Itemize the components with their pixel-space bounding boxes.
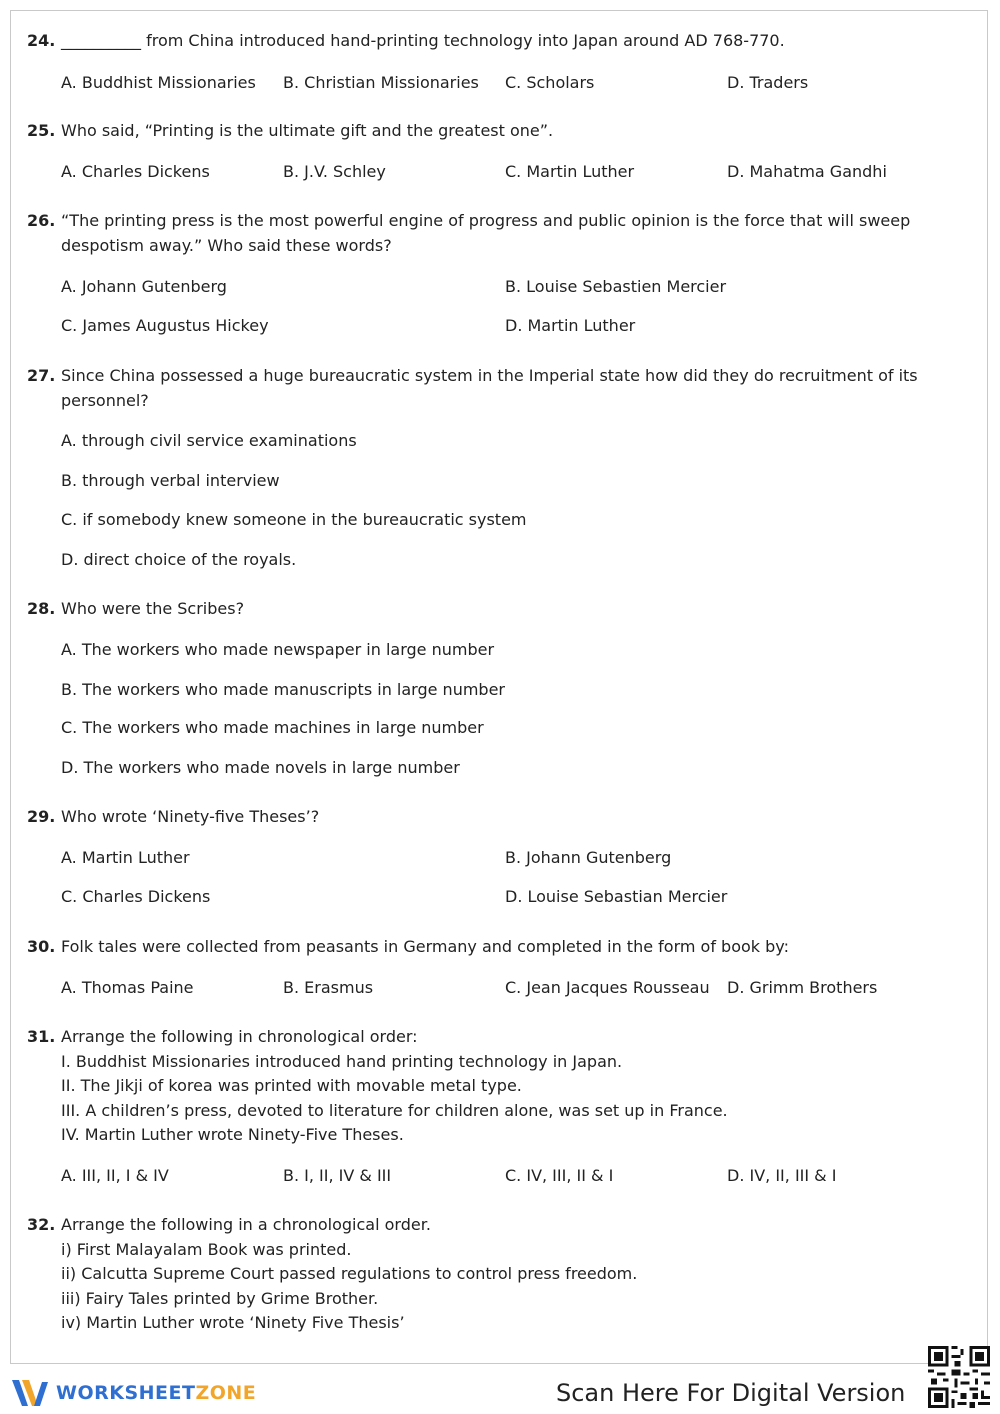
statement-line: I. Buddhist Missionaries introduced hand printing technology in Japan. xyxy=(61,1051,623,1071)
worksheetzone-logo-icon xyxy=(10,1376,50,1410)
option-d[interactable]: D. Grimm Brothers xyxy=(727,978,878,997)
option-b[interactable]: B. Erasmus xyxy=(283,978,374,997)
option-c[interactable]: C. Martin Luther xyxy=(505,162,635,181)
option-c[interactable]: C. Charles Dickens xyxy=(61,887,211,906)
logo-text-worksheet: WORKSHEET xyxy=(56,1382,196,1404)
statement-line: II. The Jikji of korea was printed with movable metal type. xyxy=(61,1076,522,1095)
option-d[interactable]: D. direct choice of the royals. xyxy=(61,550,297,569)
statement-line: iv) Martin Luther wrote ‘Ninety Five Thesis’ xyxy=(61,1313,405,1332)
question-31 xyxy=(27,1025,927,1148)
option-a[interactable]: A. Buddhist Missionaries xyxy=(61,73,256,92)
qr-code-icon[interactable] xyxy=(928,1346,990,1408)
question-stem: __________ from China introduced hand-printing technology into Japan around AD 768-770. xyxy=(61,31,785,50)
question-number: 24. xyxy=(27,31,56,50)
question-stem: Arrange the following in chronological order: xyxy=(61,1027,418,1046)
option-c[interactable]: C. The workers who made machines in large number xyxy=(61,718,484,737)
question-30 xyxy=(27,935,927,960)
question-stem: Since China possessed a huge bureaucratic system in the Imperial state how did they do recruitment of its personnel? xyxy=(61,366,918,410)
option-c[interactable]: C. James Augustus Hickey xyxy=(61,316,269,335)
question-number: 32. xyxy=(27,1215,56,1234)
option-b[interactable]: B. The workers who made manuscripts in large number xyxy=(61,680,505,699)
option-d[interactable]: D. IV, II, III & I xyxy=(727,1166,837,1185)
statement-line: iii) Fairy Tales printed by Grime Brother. xyxy=(61,1288,379,1308)
question-29 xyxy=(27,805,927,830)
option-b[interactable]: B. through verbal interview xyxy=(61,471,280,490)
question-stem: Folk tales were collected from peasants in Germany and completed in the form of book by: xyxy=(61,937,789,956)
statement-line: III. A children’s press, devoted to literature for children alone, was set up in France. xyxy=(61,1100,728,1120)
option-b[interactable]: B. J.V. Schley xyxy=(283,162,386,181)
question-stem: Who wrote ‘Ninety-five Theses’? xyxy=(61,807,320,826)
question-number: 26. xyxy=(27,211,56,230)
question-32 xyxy=(27,1213,927,1336)
option-c[interactable]: C. Scholars xyxy=(505,73,595,92)
question-stem: “The printing press is the most powerful engine of progress and public opinion is the force that will sweep despotism away.” Who said these words? xyxy=(61,211,911,255)
option-b[interactable]: B. Christian Missionaries xyxy=(283,73,479,92)
question-number: 31. xyxy=(27,1027,56,1046)
question-stem: Who were the Scribes? xyxy=(61,599,245,618)
option-d[interactable]: D. Martin Luther xyxy=(505,316,636,335)
statement-line: i) First Malayalam Book was printed. xyxy=(61,1239,352,1259)
statement-line: ii) Calcutta Supreme Court passed regulations to control press freedom. xyxy=(61,1264,638,1283)
question-stem: Who said, “Printing is the ultimate gift and the greatest one”. xyxy=(61,121,554,140)
option-c[interactable]: C. Jean Jacques Rousseau xyxy=(505,978,710,997)
option-b[interactable]: B. Johann Gutenberg xyxy=(505,848,672,867)
question-number: 28. xyxy=(27,599,56,618)
option-c[interactable]: C. IV, III, II & I xyxy=(505,1166,614,1185)
worksheetzone-logo[interactable] xyxy=(10,1376,256,1410)
option-d[interactable]: D. Mahatma Gandhi xyxy=(727,162,887,181)
worksheet-page xyxy=(10,10,988,1364)
option-d[interactable]: D. The workers who made novels in large number xyxy=(61,758,460,777)
option-b[interactable]: B. Louise Sebastien Mercier xyxy=(505,277,727,296)
question-25 xyxy=(27,119,927,144)
question-26 xyxy=(27,209,927,258)
option-c[interactable]: C. if somebody knew someone in the bureaucratic system xyxy=(61,510,527,529)
question-stem: Arrange the following in a chronological order. xyxy=(61,1215,431,1234)
logo-text-zone: ZONE xyxy=(195,1382,257,1404)
option-b[interactable]: B. I, II, IV & III xyxy=(283,1166,392,1185)
option-a[interactable]: A. Johann Gutenberg xyxy=(61,277,227,296)
scan-here-text: Scan Here For Digital Version xyxy=(556,1379,906,1407)
question-number: 25. xyxy=(27,121,56,140)
option-d[interactable]: D. Traders xyxy=(727,73,809,92)
option-a[interactable]: A. III, II, I & IV xyxy=(61,1166,169,1185)
option-d[interactable]: D. Louise Sebastian Mercier xyxy=(505,887,728,906)
question-number: 30. xyxy=(27,937,56,956)
option-a[interactable]: A. The workers who made newspaper in large number xyxy=(61,640,495,659)
question-number: 29. xyxy=(27,807,56,826)
question-number: 27. xyxy=(27,366,56,385)
option-a[interactable]: A. Martin Luther xyxy=(61,848,190,867)
option-a[interactable]: A. Charles Dickens xyxy=(61,162,210,181)
question-28 xyxy=(27,597,927,622)
option-a[interactable]: A. Thomas Paine xyxy=(61,978,194,997)
question-27 xyxy=(27,364,927,413)
question-24 xyxy=(27,29,927,54)
statement-line: IV. Martin Luther wrote Ninety-Five Theses. xyxy=(61,1125,404,1144)
option-a[interactable]: A. through civil service examinations xyxy=(61,431,357,450)
